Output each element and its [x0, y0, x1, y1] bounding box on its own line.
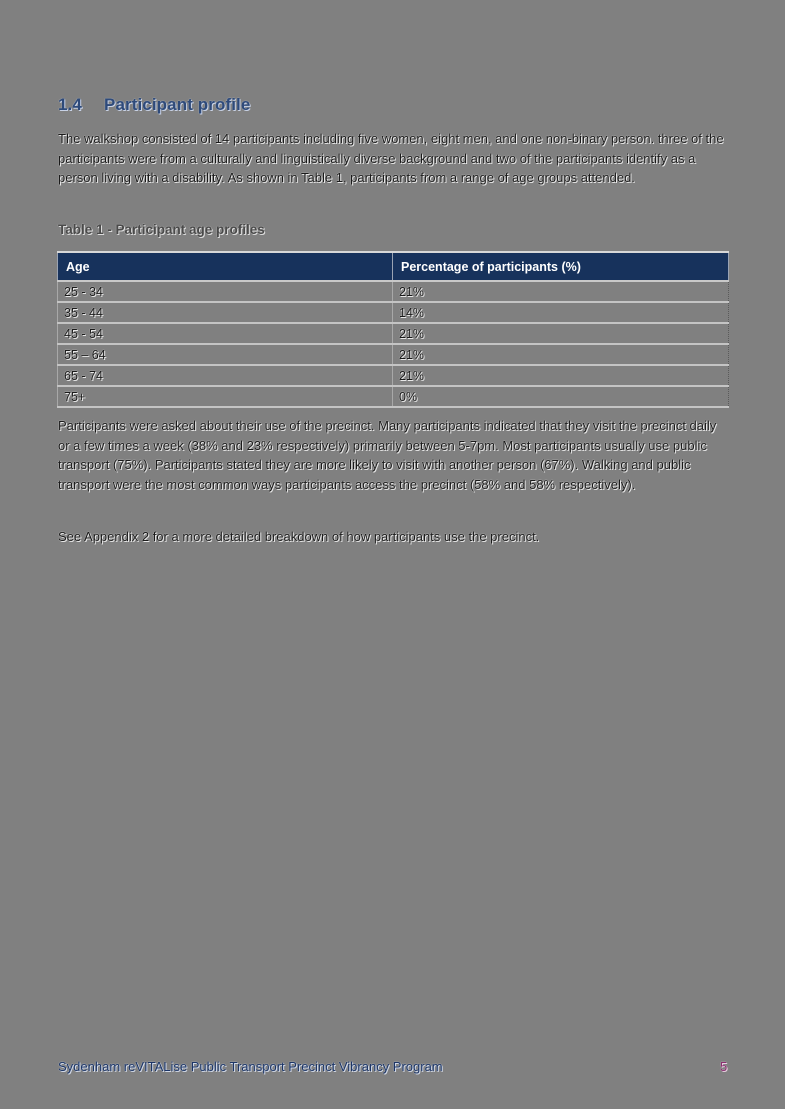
table-header-row — [58, 252, 729, 281]
appendix-paragraph: See Appendix 2 for a more detailed breakdown of how participants use the precinct. — [58, 529, 540, 544]
section-number: 1.4 — [58, 95, 82, 114]
column-header-percentage: Percentage of participants (%) — [393, 252, 729, 281]
age-cell: 25 - 34 — [58, 281, 393, 302]
age-cell: 65 - 74 — [58, 365, 393, 386]
section-heading — [58, 95, 250, 115]
column-header-age: Age — [58, 252, 393, 281]
percentage-cell: 14% — [393, 302, 729, 323]
percentage-cell: 21% — [393, 323, 729, 344]
percentage-cell: 21% — [393, 365, 729, 386]
table-row — [58, 302, 729, 323]
footer-program-title: Sydenham reVITALise Public Transport Precinct Vibrancy Program — [58, 1059, 443, 1074]
intro-paragraph: The walkshop consisted of 14 participants including five women, eight men, and one non-binary person. three of the participants were from a culturally and linguistically diverse background and two of the participants identify as a person living with a disability. As shown in Table 1, participants from a range of age groups attended. — [58, 131, 724, 185]
table-caption: Table 1 - Participant age profiles — [58, 222, 265, 237]
table-row — [58, 365, 729, 386]
table-row — [58, 281, 729, 302]
age-cell: 45 - 54 — [58, 323, 393, 344]
page-number: 5 — [720, 1059, 728, 1074]
percentage-cell: 21% — [393, 281, 729, 302]
percentage-cell: 0% — [393, 386, 729, 407]
percentage-cell: 21% — [393, 344, 729, 365]
age-cell: 35 - 44 — [58, 302, 393, 323]
age-cell: 75+ — [58, 386, 393, 407]
table-row — [58, 344, 729, 365]
section-title: Participant profile — [104, 95, 251, 114]
age-cell: 55 – 64 — [58, 344, 393, 365]
age-profile-table — [57, 251, 729, 408]
table-row — [58, 386, 729, 407]
usage-paragraph: Participants were asked about their use of the precinct. Many participants indicated that they visit the precinct daily or a few times a week (38% and 23% respectively) primarily between 5-7pm. Most participants usually use public transport (75%). Participants stated they are more likely to visit with another person (67%). Walking and public transport were the most common ways participants access the precinct (58% and 58% respectively). — [58, 418, 717, 492]
table-row — [58, 323, 729, 344]
